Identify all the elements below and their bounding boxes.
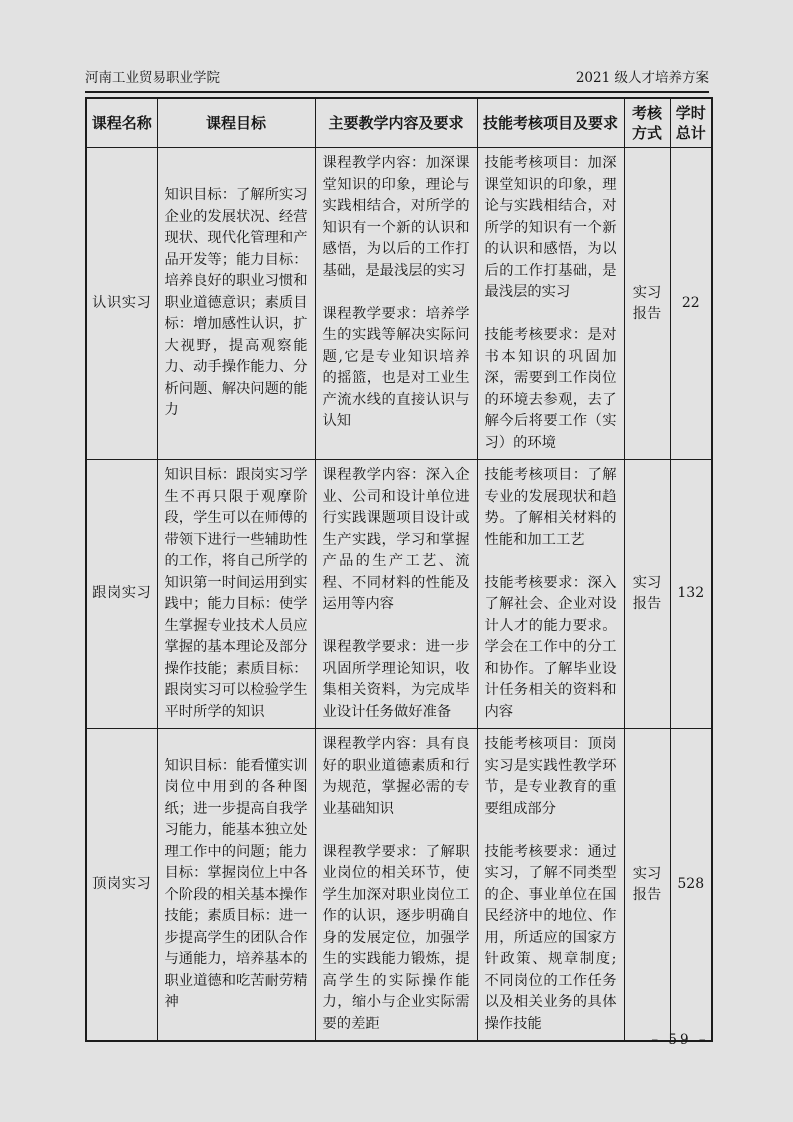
method-line: 报告 (632, 305, 662, 322)
document-header (85, 66, 709, 93)
col-header-teaching: 主要教学内容及要求 (315, 98, 477, 148)
assessment-cell (477, 460, 624, 729)
objectives-text: 知识目标：跟岗实习学生不再只限于观摩阶段，学生可以在师傅的带领下进行一些辅助性的工作，将自己所学的知识第一时间运用到实践中；能力目标：使学生掌握专业技术人员应掌握的基本理论及部分操作技能；素质目标：跟岗实习可以检验学生平时所学的知识 (164, 467, 308, 720)
hours-cell: 22 (670, 148, 712, 460)
objectives-text: 知识目标：能看懂实训岗位中用到的各种图纸；进一步提高自我学习能力，能基本独立处理工作中的问题；能力目标：掌握岗位上中各个阶段的相关基本操作技能；素质目标：进一步提高学生的团队合作与通能力，培养基本的职业道德和吃苦耐劳精神 (164, 757, 308, 1010)
page-number: – 59 – (651, 1032, 709, 1048)
header-plan-title: 2021 级人才培养方案 (575, 70, 709, 86)
assessment-requirement-paragraph: 技能考核要求：深入了解社会、企业对设计人才的能力要求。学会在工作中的分工和协作。了解毕业设计任务相关的资料和内容 (484, 574, 617, 720)
objectives-cell (157, 729, 315, 1042)
method-line: 报告 (632, 596, 662, 612)
teaching-requirement-paragraph: 课程教学要求：培养学生的实践等解决实际问题,它是专业知识培养的摇篮，也是对工业生产流水线的直接认识与认知 (322, 305, 470, 429)
col-header-method: 考核方式 (624, 98, 670, 148)
teaching-cell (315, 460, 477, 729)
assessment-cell (477, 729, 624, 1042)
header-school-name: 河南工业贸易职业学院 (85, 70, 220, 86)
curriculum-table (85, 97, 713, 1042)
objectives-cell (157, 460, 315, 729)
col-header-assessment: 技能考核项目及要求 (477, 98, 624, 148)
method-line: 实习 (632, 284, 662, 301)
table-row (86, 729, 712, 1042)
method-line: 报告 (632, 886, 662, 903)
teaching-content-paragraph: 课程教学内容：具有良好的职业道德素质和行为规范，掌握必需的专业基础知识 (322, 736, 470, 817)
teaching-content-paragraph: 课程教学内容：深入企业、公司和设计单位进行实践课题项目设计或生产实践，学习和掌握产品的生产工艺、流程、不同材料的性能及运用等内容 (322, 467, 470, 612)
hours-cell: 132 (670, 460, 712, 729)
assessment-item-paragraph: 技能考核项目：加深课堂知识的印象，理论与实践相结合，对所学的知识有一个新的认识和感悟，为以后的工作打基础，是最浅层的实习 (484, 155, 617, 300)
method-cell (624, 148, 670, 460)
assessment-requirement-paragraph: 技能考核要求：通过实习，了解不同类型的企、事业单位在国民经济中的地位、作用，所适应的国家方针政策、规章制度;不同岗位的工作任务以及相关业务的具体操作技能 (484, 843, 617, 1032)
objectives-text: 知识目标：了解所实习企业的发展状况、经营现状、现代化管理和产品开发等；能力目标：培养良好的职业习惯和职业道德意识；素质目标：增加感性认识，扩大视野，提高观察能力、动手操作能力、分析问题、解决问题的能力 (164, 187, 308, 419)
header-row (86, 98, 712, 148)
course-name-cell: 认识实习 (86, 148, 157, 460)
table-row (86, 460, 712, 729)
method-line: 实习 (632, 575, 662, 591)
col-header-hours: 学时总计 (670, 98, 712, 148)
method-cell (624, 729, 670, 1042)
hours-cell: 528 (670, 729, 712, 1042)
teaching-requirement-paragraph: 课程教学要求：进一步巩固所学理论知识，收集相关资料，为完成毕业设计任务做好准备 (322, 639, 470, 720)
col-header-course-name: 课程名称 (86, 98, 157, 148)
table-row (86, 148, 712, 460)
assessment-item-paragraph: 技能考核项目：顶岗实习是实践性教学环节，是专业教育的重要组成部分 (484, 736, 617, 817)
assessment-item-paragraph: 技能考核项目：了解专业的发展现状和趋势。了解相关材料的性能和加工工艺 (484, 467, 617, 548)
teaching-content-paragraph: 课程教学内容：加深课堂知识的印象，理论与实践相结合，对所学的知识有一个新的认识和感悟，为以后的工作打基础，是最浅层的实习 (322, 155, 470, 279)
method-line: 实习 (632, 865, 662, 882)
method-cell (624, 460, 670, 729)
assessment-cell (477, 148, 624, 460)
teaching-cell (315, 148, 477, 460)
assessment-requirement-paragraph: 技能考核要求：是对书本知识的巩固加深，需要到工作岗位的环境去参观，去了解今后将要工作（实习）的环境 (484, 327, 617, 451)
col-header-objectives: 课程目标 (157, 98, 315, 148)
teaching-cell (315, 729, 477, 1042)
objectives-cell (157, 148, 315, 460)
course-name-cell: 跟岗实习 (86, 460, 157, 729)
course-name-cell: 顶岗实习 (86, 729, 157, 1042)
teaching-requirement-paragraph: 课程教学要求：了解职业岗位的相关环节，使学生加深对职业岗位工作的认识，逐步明确自身的发展定位，加强学生的实践能力锻炼，提高学生的实际操作能力，缩小与企业实际需要的差距 (322, 843, 470, 1032)
table-header (86, 98, 712, 148)
